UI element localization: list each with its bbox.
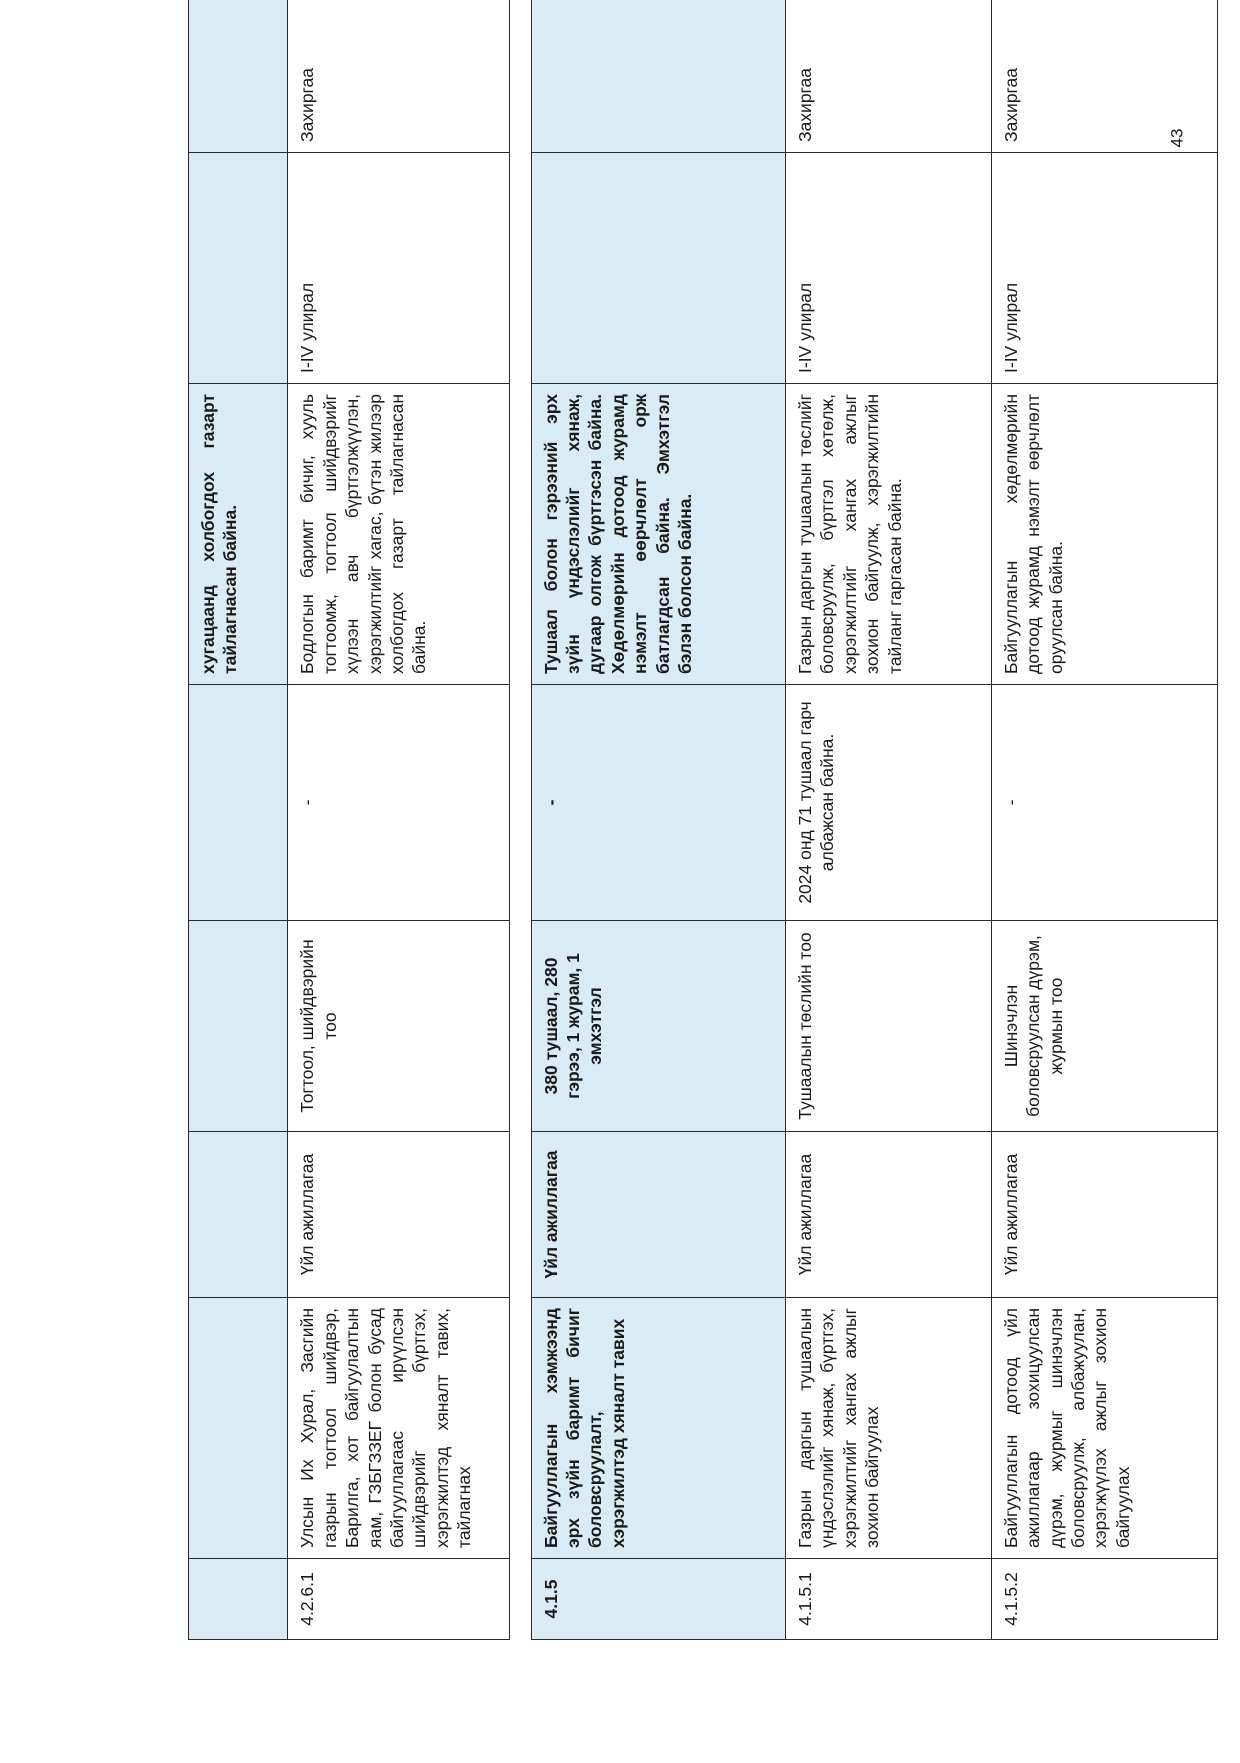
cell-responsible bbox=[531, 0, 785, 153]
cell-result: Бодлогын баримт бичиг, хууль тогтоомж, тогтоол шийдвэрийг хүлээн авч бүртгэлжүүлэн, хэрэгжилтийг хагас, бүтэн жилээр холбогдох газарт тайлагнасан байна. bbox=[288, 384, 510, 685]
cell-activity: Үйл ажиллагаа bbox=[786, 1132, 992, 1298]
cell-baseline: - bbox=[288, 685, 510, 921]
cell-code: 4.1.5 bbox=[531, 1559, 785, 1640]
cell-indicator: Тушаалын төслийн тоо bbox=[786, 921, 992, 1132]
cell-responsible bbox=[189, 0, 288, 153]
cell-goal: Байгууллагын дотоод үйл ажиллагаар зохицуулсан дүрэм, журмыг шинэчлэн боловсруулж, албажуулан, хэрэгжүүлэх ажлыг зохион байгуулах bbox=[991, 1298, 1217, 1559]
cell-activity bbox=[189, 1132, 288, 1298]
cell-activity: Үйл ажиллагаа bbox=[991, 1132, 1217, 1298]
cell-indicator: Тогтоол, шийдвэрийн тоо bbox=[288, 921, 510, 1132]
gap-cell bbox=[510, 0, 531, 1640]
cell-indicator bbox=[189, 921, 288, 1132]
cell-term bbox=[531, 153, 785, 384]
cell-code: 4.1.5.2 bbox=[991, 1559, 1217, 1640]
cell-result: Тушаал болон гэрээний эрх зүйн үндэслэлийг хянаж, дугаар олгож бүртгэсэн байна. Хөдөлмөрийн дотоод журамд нэмэлт өөрчлөлт орж батлагдсан байна. Эмхэтгэл бэлэн болсон байна. bbox=[531, 384, 785, 685]
page-number: 43 bbox=[1167, 128, 1187, 148]
cell-goal bbox=[189, 1298, 288, 1559]
cell-result: Байгууллагын хөдөлмөрийн дотоод журамд нэмэлт өөрчлөлт оруулсан байна. bbox=[991, 384, 1217, 685]
cell-responsible: Захиргаа bbox=[786, 0, 992, 153]
cell-code: 4.2.6.1 bbox=[288, 1559, 510, 1640]
cell-responsible: Захиргаа bbox=[288, 0, 510, 153]
cell-baseline: - bbox=[991, 685, 1217, 921]
cell-baseline bbox=[189, 685, 288, 921]
cell-code bbox=[189, 1559, 288, 1640]
table-row bbox=[991, 0, 1217, 1640]
table-gap bbox=[510, 0, 531, 1640]
cell-baseline: - bbox=[531, 685, 785, 921]
cell-result: хугацаанд холбогдох газарт тайлагнасан байна. bbox=[189, 384, 288, 685]
cell-term: I-IV улирал bbox=[991, 153, 1217, 384]
cell-activity: Үйл ажиллагаа bbox=[531, 1132, 785, 1298]
cell-baseline: 2024 онд 71 тушаал гарч албажсан байна. bbox=[786, 685, 992, 921]
cell-result: Газрын даргын тушаалын төслийг боловсруулж, бүртгэл хөтөлж, хэрэгжилтийг хангах ажлыг зохион байгуулж, хэрэгжилтийн тайланг гаргасан байна. bbox=[786, 384, 992, 685]
cell-term bbox=[189, 153, 288, 384]
plan-table bbox=[188, 0, 1218, 1640]
cell-indicator: Шинэчлэн боловсруулсан дүрэм, журмын тоо bbox=[991, 921, 1217, 1132]
table-row-continued bbox=[189, 0, 288, 1640]
cell-indicator: 380 тушаал, 280 гэрээ, 1 журам, 1 эмхэтгэл bbox=[531, 921, 785, 1132]
cell-activity: Үйл ажиллагаа bbox=[288, 1132, 510, 1298]
cell-responsible: Захиргаа bbox=[991, 0, 1217, 153]
table-row bbox=[786, 0, 992, 1640]
cell-term: I-IV улирал bbox=[786, 153, 992, 384]
cell-goal: Байгууллагын хэмжээнд эрх зүйн баримт бичиг боловсруулалт, хэрэгжилтэд хяналт тавих bbox=[531, 1298, 785, 1559]
cell-goal: Газрын даргын тушаалын үндэслэлийг хянаж, бүртгэх, хэрэгжилтийг хангах ажлыг зохион байгуулах bbox=[786, 1298, 992, 1559]
cell-goal: Улсын Их Хурал, Засгийн газрын тогтоол шийдвэр, Барилга, хот байгуулалтын яам, ГЗБГЗЗЕГ болон бусад байгууллагаас ирүүлсэн шийдвэрийг бүртгэх, хэрэгжилтэд хяналт тавих, тайлагнах bbox=[288, 1298, 510, 1559]
table-row bbox=[288, 0, 510, 1640]
cell-code: 4.1.5.1 bbox=[786, 1559, 992, 1640]
table-row-section bbox=[531, 0, 785, 1640]
cell-term: I-IV улирал bbox=[288, 153, 510, 384]
